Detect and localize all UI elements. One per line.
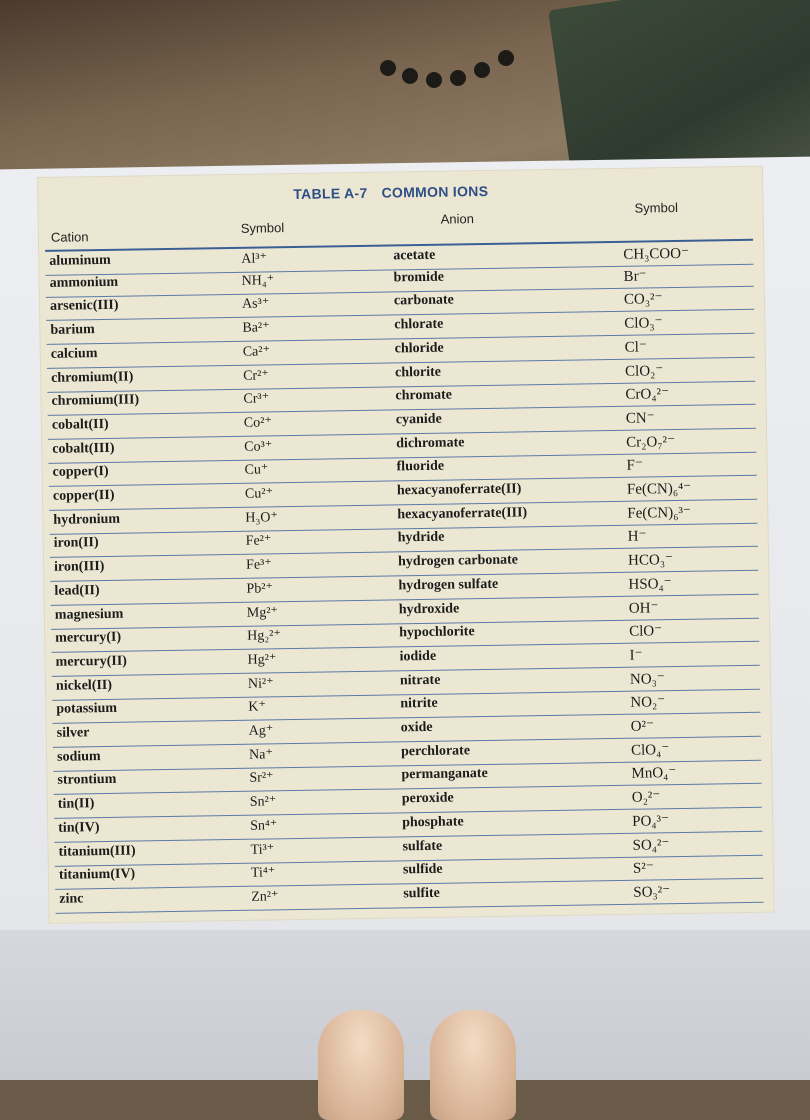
cation-name: copper(II) (52, 487, 115, 504)
anion-symbol: Fe(CN)₆³⁻ (627, 504, 691, 522)
cation-symbol: Hg²⁺ (247, 652, 277, 668)
anion-symbol: O₂²⁻ (631, 789, 661, 806)
anion-name: chlorite (394, 364, 442, 380)
anion-symbol: I⁻ (629, 647, 643, 664)
anion-name: acetate (393, 247, 436, 264)
anion-name: nitrite (400, 696, 438, 712)
cation-symbol: H₃O⁺ (245, 509, 278, 526)
cation-name: hydronium (53, 511, 121, 528)
anion-name: nitrate (399, 672, 441, 688)
cation-symbol: Mg²⁺ (246, 604, 279, 621)
anion-symbol: Cr₂O₇²⁻ (626, 433, 676, 451)
cation-symbol: Ni²⁺ (247, 675, 274, 692)
header-cation: Cation (50, 229, 89, 245)
cation-symbol: Cr²⁺ (243, 367, 269, 384)
anion-name: peroxide (401, 790, 454, 807)
cation-name: ammonium (49, 274, 119, 291)
cation-symbol: Cr³⁺ (243, 391, 270, 407)
anion-name: hydride (397, 530, 445, 546)
anion-name: hexacyanoferrate(II) (396, 481, 522, 499)
background-bead-bracelet (380, 20, 580, 100)
anion-symbol: NO₂⁻ (630, 694, 666, 712)
anion-name: phosphate (402, 814, 464, 831)
table-heading: COMMON IONS (381, 182, 489, 201)
anion-name: sulfide (402, 861, 443, 878)
table-title (293, 183, 488, 202)
anion-symbol: H⁻ (627, 528, 647, 546)
anion-name: perchlorate (400, 742, 471, 760)
left-thumb (318, 1010, 404, 1120)
cation-symbol: Hg₂²⁺ (247, 628, 281, 644)
cation-symbol: K⁺ (248, 699, 266, 716)
cation-symbol: Na⁺ (248, 747, 273, 763)
cation-name: potassium (56, 701, 118, 718)
anion-name: iodide (399, 648, 437, 665)
cation-symbol: Ag⁺ (248, 723, 274, 739)
cation-symbol: Sr²⁺ (249, 770, 274, 787)
cation-symbol: Sn²⁺ (249, 794, 277, 810)
cation-symbol: Zn²⁺ (251, 889, 279, 905)
anion-symbol: CrO₄²⁻ (625, 386, 670, 403)
header-anion-symbol: Symbol (634, 199, 679, 216)
cation-name: silver (56, 725, 90, 741)
cation-name: mercury(I) (55, 629, 122, 646)
cation-symbol: Sn⁴⁺ (250, 818, 278, 834)
anion-symbol: ClO₃⁻ (624, 315, 663, 332)
anion-symbol: CO₃²⁻ (623, 291, 663, 309)
anion-name: cyanide (395, 411, 442, 428)
anion-symbol: HSO₄⁻ (628, 575, 672, 593)
header-anion: Anion (440, 211, 475, 227)
anion-name: sulfite (403, 885, 440, 902)
anion-symbol: OH⁻ (628, 599, 659, 617)
cation-name: sodium (56, 748, 101, 765)
anion-name: hydroxide (398, 600, 460, 617)
anion-symbol: ClO₄⁻ (630, 741, 670, 759)
cation-symbol: Cu²⁺ (244, 486, 274, 502)
anion-symbol: SO₄²⁻ (632, 836, 670, 854)
cation-name: mercury(II) (55, 653, 127, 670)
anion-name: hypochlorite (399, 624, 475, 641)
cation-name: lead(II) (54, 582, 100, 599)
cation-name: chromium(III) (51, 392, 140, 410)
cation-symbol: Fe³⁺ (245, 557, 272, 573)
cation-symbol: Ba²⁺ (242, 320, 270, 336)
anion-name: hydrogen carbonate (397, 552, 519, 570)
anion-symbol: HCO₃⁻ (627, 552, 674, 569)
anion-symbol: CH₃COO⁻ (623, 245, 690, 263)
anion-symbol: Cl⁻ (624, 339, 647, 356)
common-ions-table (38, 167, 774, 923)
anion-name: hexacyanoferrate(III) (397, 505, 528, 523)
cation-name: copper(I) (52, 464, 109, 481)
cation-name: calcium (50, 345, 98, 362)
cation-name: titanium(IV) (58, 866, 136, 883)
cation-name: arsenic(III) (49, 298, 119, 315)
right-thumb (430, 1010, 516, 1120)
anion-symbol: PO₄³⁻ (632, 812, 670, 830)
header-cation-symbol: Symbol (240, 220, 285, 236)
cation-name: cobalt(III) (52, 440, 115, 457)
anion-symbol: SO₃²⁻ (633, 884, 671, 901)
cation-symbol: Fe²⁺ (245, 533, 272, 550)
cation-symbol: Ti³⁺ (250, 841, 275, 858)
anion-symbol: MnO₄⁻ (631, 765, 677, 783)
cation-symbol: Ca²⁺ (242, 344, 271, 360)
cation-name: tin(II) (57, 796, 95, 812)
cation-name: nickel(II) (55, 677, 113, 694)
cation-name: titanium(III) (58, 843, 136, 860)
anion-name: chlorate (394, 316, 444, 333)
anion-symbol: Fe(CN)₆⁴⁻ (626, 480, 692, 498)
cation-symbol: NH₄⁺ (241, 272, 275, 289)
cation-symbol: Ti⁴⁺ (250, 865, 276, 881)
anion-name: sulfate (402, 838, 443, 854)
anion-name: fluoride (396, 458, 445, 475)
anion-name: chromate (395, 387, 453, 404)
anion-name: bromide (393, 269, 445, 286)
table-label: TABLE A-7 (293, 184, 368, 202)
anion-name: hydrogen sulfate (398, 576, 499, 594)
cation-symbol: Co³⁺ (244, 438, 273, 455)
cation-symbol: As³⁺ (241, 296, 270, 313)
cation-symbol: Pb²⁺ (246, 581, 273, 597)
anion-name: permanganate (401, 766, 488, 783)
background-lower-surface (0, 930, 810, 1080)
cation-name: tin(IV) (58, 819, 100, 836)
cation-symbol: Al³⁺ (241, 251, 268, 267)
cation-symbol: Cu⁺ (244, 462, 269, 479)
anion-symbol: Br⁻ (623, 268, 647, 285)
cation-name: chromium(II) (51, 369, 134, 386)
cation-name: iron(III) (54, 559, 105, 575)
anion-symbol: S²⁻ (632, 860, 654, 877)
cation-name: barium (50, 322, 95, 338)
anion-symbol: NO₃⁻ (629, 670, 665, 688)
cation-name: magnesium (54, 606, 124, 623)
anion-symbol: ClO₂⁻ (624, 362, 664, 380)
anion-name: chloride (394, 340, 444, 357)
anion-name: carbonate (393, 292, 454, 309)
cation-name: zinc (59, 891, 84, 907)
cation-name: aluminum (49, 252, 111, 269)
cation-name: cobalt(II) (51, 416, 109, 433)
anion-symbol: O²⁻ (630, 718, 655, 735)
anion-name: oxide (400, 719, 433, 736)
anion-symbol: CN⁻ (625, 410, 655, 427)
anion-symbol: ClO⁻ (629, 623, 663, 640)
cation-symbol: Co²⁺ (243, 415, 272, 431)
cation-name: strontium (57, 772, 117, 789)
anion-name: dichromate (396, 434, 465, 451)
cation-name: iron(II) (53, 535, 99, 552)
anion-symbol: F⁻ (626, 457, 643, 475)
